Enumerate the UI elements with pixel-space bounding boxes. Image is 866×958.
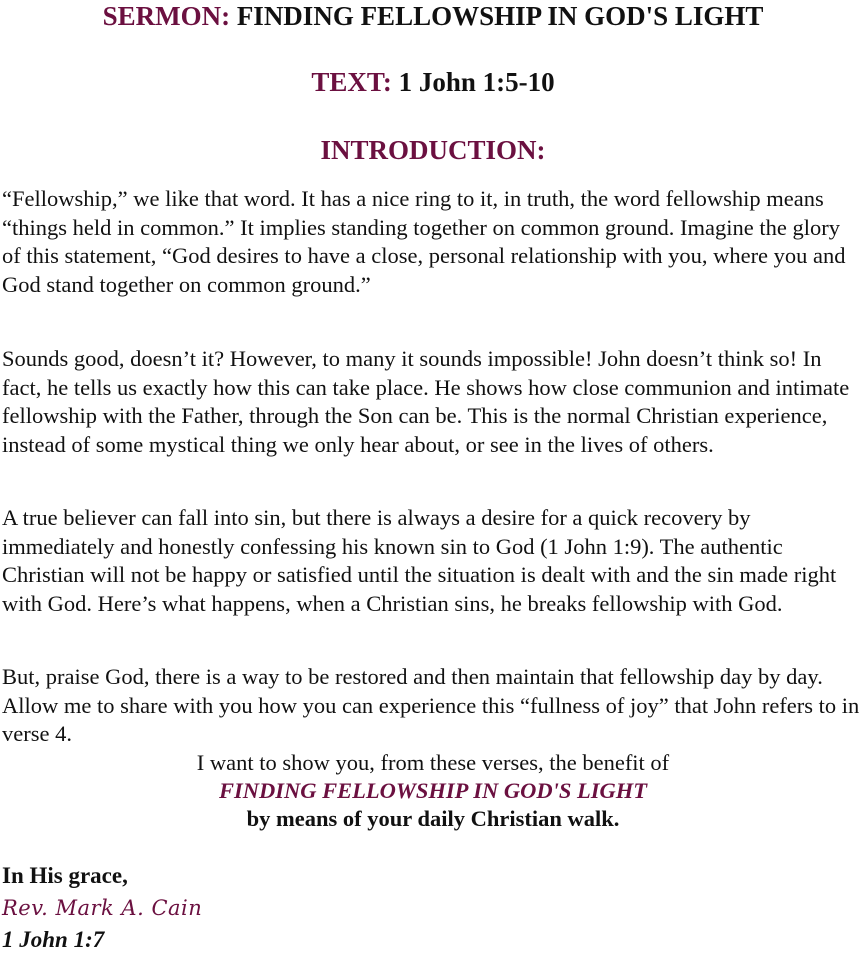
sermon-label: SERMON: [102,1,231,31]
closing-salutation: In His grace, [2,863,128,888]
benefit-means-line: by means of your daily Christian walk. [246,806,620,831]
benefit-title-line: FINDING FELLOWSHIP IN GOD'S LIGHT [219,778,647,803]
text-reference-heading [0,66,866,98]
author-signature: Rev. Mark A. Cain [2,896,203,920]
text-label: TEXT: [311,67,392,97]
intro-paragraph-2: Sounds good, doesn’t it? However, to many it sounds impossible! John doesn’t think so! In fact, he tells us exactly how this can take place. He shows how close communion and intimate fellowship with the Father, through the Son can be. This is the normal Christian experience, instead of some mystical thing we only hear about, or see in the lives of others. [2,346,850,457]
intro-paragraph-1: “Fellowship,” we like that word. It has a nice ring to it, in truth, the word fellowship means “things held in common.” It implies standing together on common ground. Imagine the glory of this statement, “God desires to have a close, personal relationship with you, where you and God stand together on common ground.” [2,186,846,297]
sermon-title-heading [0,0,866,32]
intro-paragraph-3: A true believer can fall into sin, but there is always a desire for a quick recovery by immediately and honestly confessing his known sin to God (1 John 1:9). The authentic Christian will not be happy or satisfied until the situation is dealt with and the sin made right with God. Here’s what happens, when a Christian sins, he breaks fellowship with God. [2,505,837,616]
benefit-intro-line: I want to show you, from these verses, the benefit of [196,750,670,775]
intro-paragraph-4: But, praise God, there is a way to be restored and then maintain that fellowship day by day. Allow me to share with you how you can experience this “fullness of joy” that John refers to in verse 4. [2,664,860,747]
text-reference: 1 John 1:5-10 [398,67,555,97]
introduction-heading: INTRODUCTION: [320,135,546,165]
closing-verse-reference: 1 John 1:7 [2,927,105,952]
sermon-title: FINDING FELLOWSHIP IN GOD'S LIGHT [236,1,764,31]
